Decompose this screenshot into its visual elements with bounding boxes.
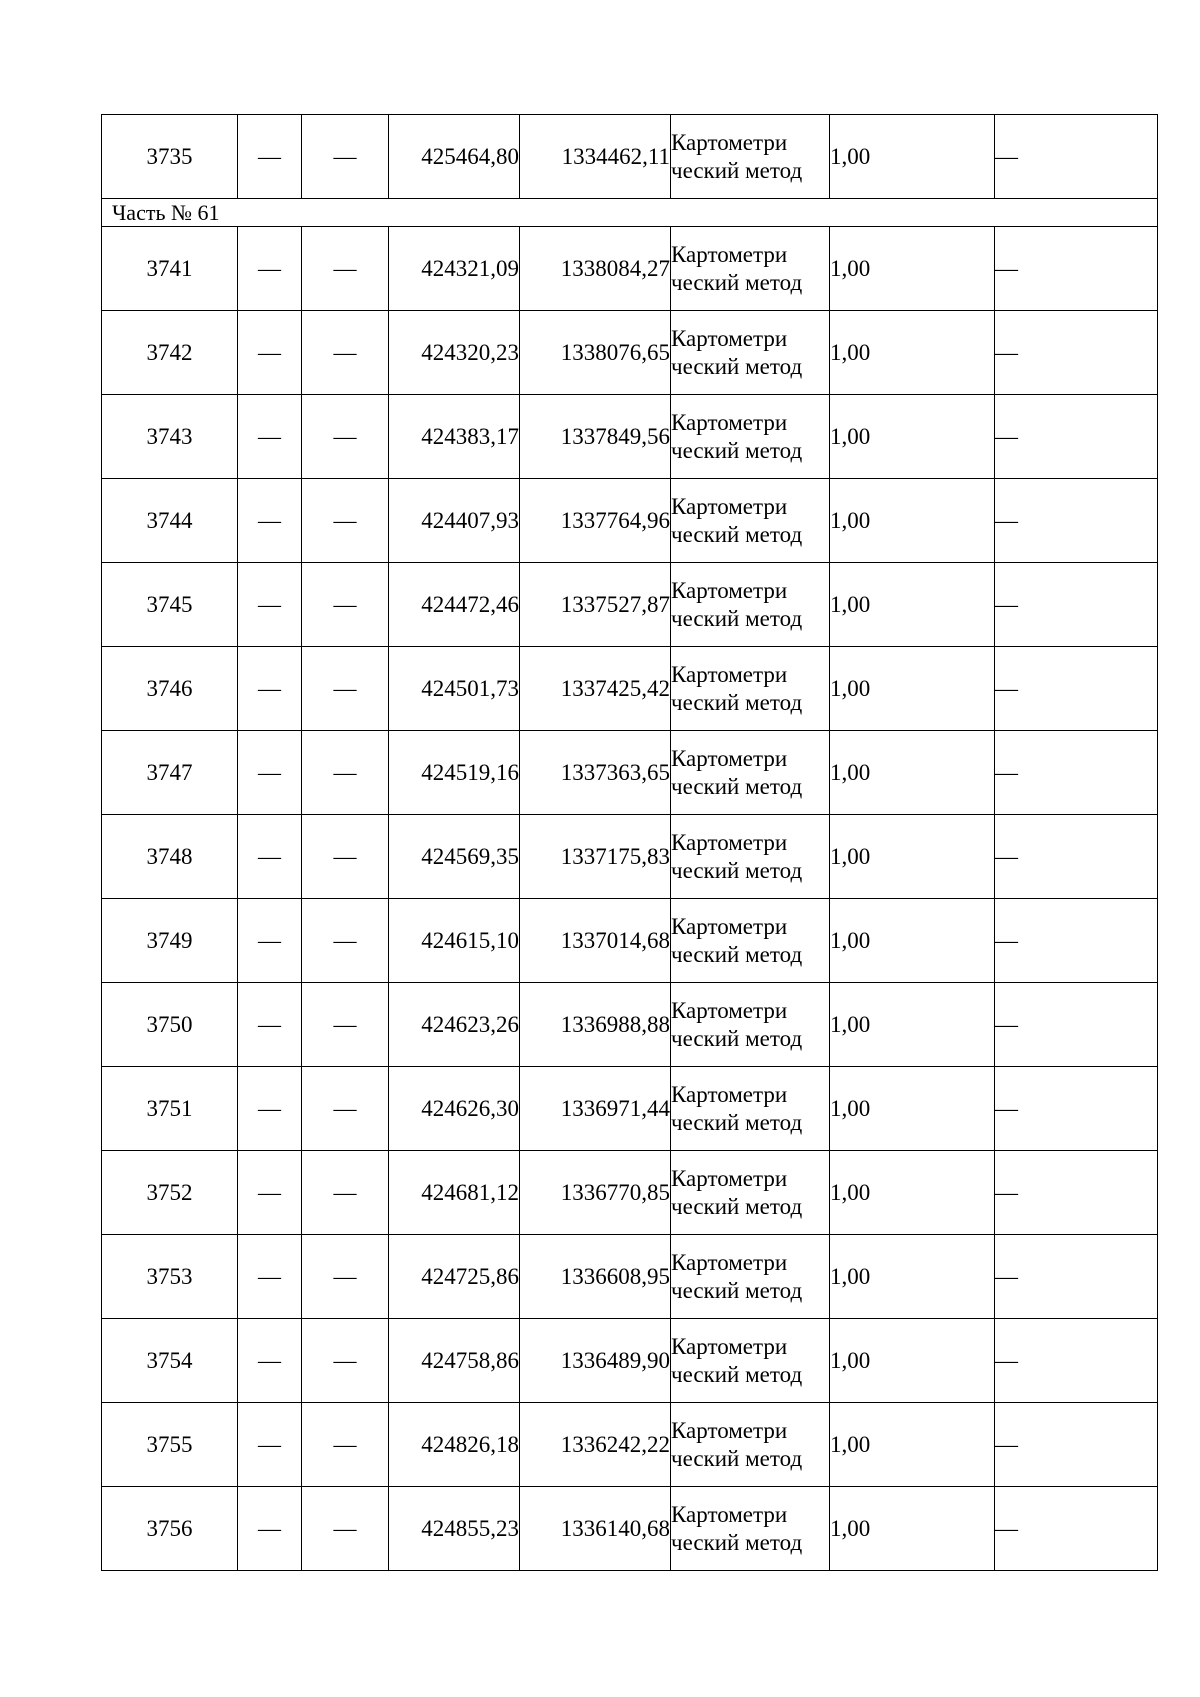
accuracy-cell: 1,00 [830, 395, 995, 479]
part-header-row [102, 199, 1158, 227]
coordinate-y-cell: 1338084,27 [520, 227, 671, 311]
empty-value-cell: — [238, 311, 302, 395]
table-row [102, 479, 1158, 563]
coordinate-y-cell: 1336988,88 [520, 983, 671, 1067]
accuracy-cell: 1,00 [830, 647, 995, 731]
empty-value-cell: — [238, 1403, 302, 1487]
description-cell: — [995, 395, 1158, 479]
point-number-cell: 3745 [102, 563, 238, 647]
empty-value-cell: — [238, 1151, 302, 1235]
method-cell: Картометри ческий метод [671, 395, 830, 479]
description-cell: — [995, 647, 1158, 731]
point-number-cell: 3735 [102, 115, 238, 199]
accuracy-cell: 1,00 [830, 1487, 995, 1571]
coordinate-y-cell: 1337014,68 [520, 899, 671, 983]
empty-value-cell: — [238, 395, 302, 479]
empty-value-cell: — [238, 1319, 302, 1403]
accuracy-cell: 1,00 [830, 563, 995, 647]
table-row [102, 227, 1158, 311]
description-cell: — [995, 479, 1158, 563]
empty-value-cell: — [302, 1235, 389, 1319]
coordinate-y-cell: 1336608,95 [520, 1235, 671, 1319]
description-cell: — [995, 899, 1158, 983]
coordinates-table [101, 114, 1158, 1571]
description-cell: — [995, 731, 1158, 815]
coordinate-y-cell: 1336770,85 [520, 1151, 671, 1235]
point-number-cell: 3744 [102, 479, 238, 563]
empty-value-cell: — [302, 1403, 389, 1487]
empty-value-cell: — [238, 1067, 302, 1151]
table-row [102, 983, 1158, 1067]
coordinate-y-cell: 1337849,56 [520, 395, 671, 479]
accuracy-cell: 1,00 [830, 1067, 995, 1151]
coordinate-y-cell: 1336489,90 [520, 1319, 671, 1403]
accuracy-cell: 1,00 [830, 983, 995, 1067]
part-label: Часть № 61 [102, 199, 1158, 227]
empty-value-cell: — [302, 983, 389, 1067]
empty-value-cell: — [302, 899, 389, 983]
table-row [102, 395, 1158, 479]
empty-value-cell: — [302, 1067, 389, 1151]
empty-value-cell: — [302, 647, 389, 731]
coordinate-y-cell: 1337363,65 [520, 731, 671, 815]
table-row [102, 311, 1158, 395]
table-row [102, 1319, 1158, 1403]
method-cell: Картометри ческий метод [671, 983, 830, 1067]
table-row [102, 1487, 1158, 1571]
empty-value-cell: — [238, 815, 302, 899]
method-cell: Картометри ческий метод [671, 647, 830, 731]
description-cell: — [995, 815, 1158, 899]
method-cell: Картометри ческий метод [671, 1319, 830, 1403]
accuracy-cell: 1,00 [830, 1235, 995, 1319]
coordinate-x-cell: 424407,93 [389, 479, 520, 563]
accuracy-cell: 1,00 [830, 1403, 995, 1487]
method-cell: Картометри ческий метод [671, 227, 830, 311]
empty-value-cell: — [302, 479, 389, 563]
coordinate-y-cell: 1336242,22 [520, 1403, 671, 1487]
accuracy-cell: 1,00 [830, 1151, 995, 1235]
table-row [102, 1151, 1158, 1235]
accuracy-cell: 1,00 [830, 815, 995, 899]
point-number-cell: 3748 [102, 815, 238, 899]
coordinate-x-cell: 424519,16 [389, 731, 520, 815]
table-row [102, 1235, 1158, 1319]
coordinate-x-cell: 424472,46 [389, 563, 520, 647]
point-number-cell: 3750 [102, 983, 238, 1067]
method-cell: Картометри ческий метод [671, 115, 830, 199]
point-number-cell: 3754 [102, 1319, 238, 1403]
point-number-cell: 3749 [102, 899, 238, 983]
point-number-cell: 3747 [102, 731, 238, 815]
method-cell: Картометри ческий метод [671, 815, 830, 899]
empty-value-cell: — [238, 227, 302, 311]
method-cell: Картометри ческий метод [671, 1487, 830, 1571]
accuracy-cell: 1,00 [830, 115, 995, 199]
coordinate-y-cell: 1336140,68 [520, 1487, 671, 1571]
empty-value-cell: — [302, 1319, 389, 1403]
coordinate-x-cell: 424725,86 [389, 1235, 520, 1319]
method-cell: Картометри ческий метод [671, 1235, 830, 1319]
accuracy-cell: 1,00 [830, 311, 995, 395]
accuracy-cell: 1,00 [830, 1319, 995, 1403]
point-number-cell: 3743 [102, 395, 238, 479]
point-number-cell: 3746 [102, 647, 238, 731]
point-number-cell: 3741 [102, 227, 238, 311]
coordinate-y-cell: 1337175,83 [520, 815, 671, 899]
method-cell: Картометри ческий метод [671, 731, 830, 815]
point-number-cell: 3742 [102, 311, 238, 395]
coordinate-x-cell: 424321,09 [389, 227, 520, 311]
description-cell: — [995, 1151, 1158, 1235]
description-cell: — [995, 1067, 1158, 1151]
coordinate-y-cell: 1337425,42 [520, 647, 671, 731]
coordinate-x-cell: 424826,18 [389, 1403, 520, 1487]
method-cell: Картометри ческий метод [671, 1151, 830, 1235]
empty-value-cell: — [238, 115, 302, 199]
table-row [102, 563, 1158, 647]
empty-value-cell: — [238, 563, 302, 647]
point-number-cell: 3752 [102, 1151, 238, 1235]
method-cell: Картометри ческий метод [671, 563, 830, 647]
empty-value-cell: — [302, 311, 389, 395]
method-cell: Картометри ческий метод [671, 479, 830, 563]
method-cell: Картометри ческий метод [671, 1067, 830, 1151]
description-cell: — [995, 1403, 1158, 1487]
table-row [102, 1067, 1158, 1151]
coordinate-y-cell: 1336971,44 [520, 1067, 671, 1151]
empty-value-cell: — [302, 815, 389, 899]
coordinate-x-cell: 425464,80 [389, 115, 520, 199]
method-cell: Картометри ческий метод [671, 899, 830, 983]
accuracy-cell: 1,00 [830, 227, 995, 311]
point-number-cell: 3751 [102, 1067, 238, 1151]
table-body [102, 115, 1158, 1571]
accuracy-cell: 1,00 [830, 899, 995, 983]
empty-value-cell: — [302, 563, 389, 647]
empty-value-cell: — [302, 731, 389, 815]
point-number-cell: 3756 [102, 1487, 238, 1571]
method-cell: Картометри ческий метод [671, 1403, 830, 1487]
coordinate-y-cell: 1334462,11 [520, 115, 671, 199]
coordinate-x-cell: 424383,17 [389, 395, 520, 479]
description-cell: — [995, 115, 1158, 199]
description-cell: — [995, 563, 1158, 647]
empty-value-cell: — [238, 1487, 302, 1571]
empty-value-cell: — [238, 899, 302, 983]
description-cell: — [995, 311, 1158, 395]
table-row [102, 1403, 1158, 1487]
empty-value-cell: — [238, 983, 302, 1067]
coordinate-x-cell: 424569,35 [389, 815, 520, 899]
description-cell: — [995, 227, 1158, 311]
coordinate-x-cell: 424501,73 [389, 647, 520, 731]
empty-value-cell: — [238, 1235, 302, 1319]
point-number-cell: 3755 [102, 1403, 238, 1487]
accuracy-cell: 1,00 [830, 731, 995, 815]
description-cell: — [995, 1235, 1158, 1319]
coordinate-y-cell: 1337764,96 [520, 479, 671, 563]
point-number-cell: 3753 [102, 1235, 238, 1319]
coordinate-x-cell: 424615,10 [389, 899, 520, 983]
coordinate-x-cell: 424855,23 [389, 1487, 520, 1571]
empty-value-cell: — [302, 395, 389, 479]
coordinate-y-cell: 1338076,65 [520, 311, 671, 395]
coordinate-x-cell: 424626,30 [389, 1067, 520, 1151]
method-cell: Картометри ческий метод [671, 311, 830, 395]
empty-value-cell: — [302, 1487, 389, 1571]
accuracy-cell: 1,00 [830, 479, 995, 563]
coordinate-x-cell: 424681,12 [389, 1151, 520, 1235]
table-row [102, 647, 1158, 731]
description-cell: — [995, 1319, 1158, 1403]
coordinate-x-cell: 424320,23 [389, 311, 520, 395]
description-cell: — [995, 983, 1158, 1067]
empty-value-cell: — [238, 731, 302, 815]
description-cell: — [995, 1487, 1158, 1571]
table-row [102, 899, 1158, 983]
coordinate-x-cell: 424758,86 [389, 1319, 520, 1403]
empty-value-cell: — [302, 115, 389, 199]
coordinate-x-cell: 424623,26 [389, 983, 520, 1067]
empty-value-cell: — [302, 1151, 389, 1235]
coordinate-y-cell: 1337527,87 [520, 563, 671, 647]
empty-value-cell: — [238, 647, 302, 731]
table-row [102, 115, 1158, 199]
empty-value-cell: — [238, 479, 302, 563]
table-row [102, 815, 1158, 899]
empty-value-cell: — [302, 227, 389, 311]
table-row [102, 731, 1158, 815]
